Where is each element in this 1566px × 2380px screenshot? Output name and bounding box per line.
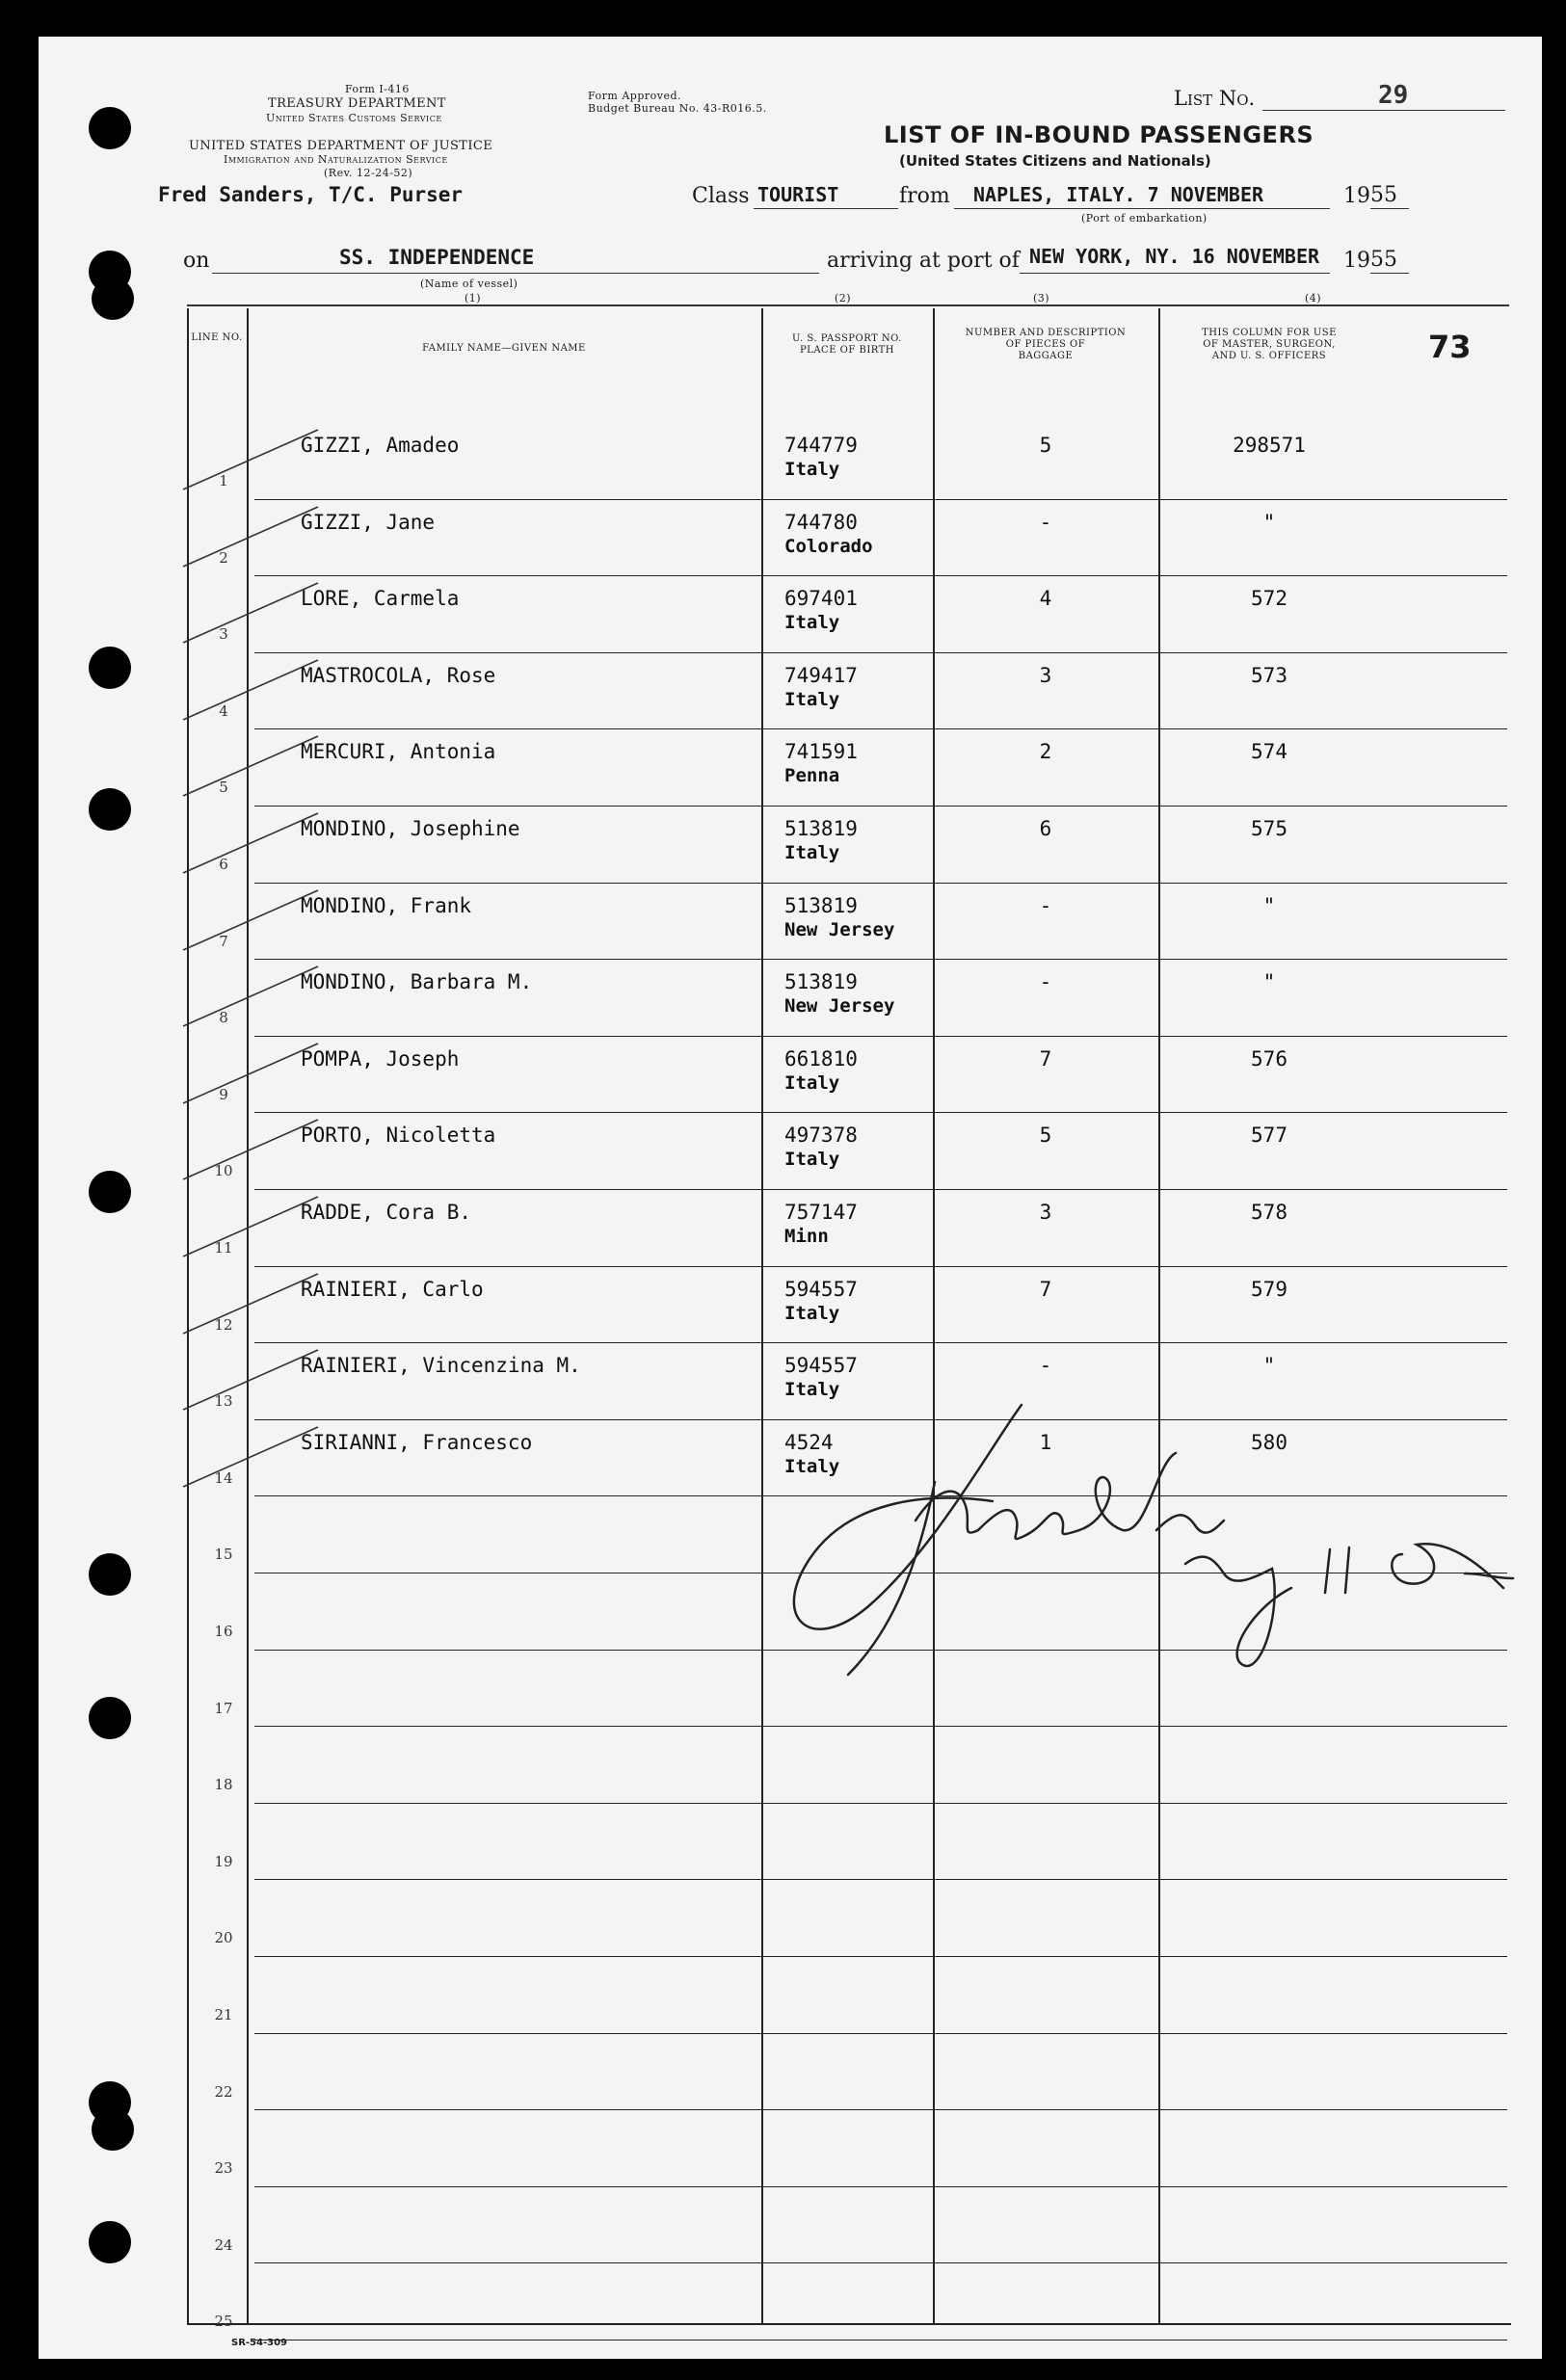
officer-signature [771, 1386, 1523, 1704]
place-of-birth: Italy [784, 1071, 840, 1094]
officer-note: " [1262, 1354, 1276, 1378]
passport-number: 513819 [784, 817, 858, 840]
place-of-birth: Italy [784, 842, 840, 863]
passport-number: 594557 [784, 1354, 858, 1378]
line-number: 25 [214, 2313, 233, 2331]
customs-service: United States Customs Service [266, 112, 442, 124]
line-number: 11 [214, 1239, 233, 1256]
passport-number: 513819 [784, 970, 858, 994]
passenger-name: RAINIERI, Carlo [301, 1277, 484, 1301]
officer-note: " [1262, 970, 1276, 994]
line-number: 16 [214, 1623, 233, 1640]
manifest-page [39, 37, 1542, 2359]
treasury-dept: TREASURY DEPARTMENT [268, 96, 446, 111]
col4-num: (4) [1305, 292, 1322, 304]
punch-hole [89, 2221, 131, 2263]
row-rule [254, 1112, 1507, 1113]
officer-note: 298571 [1233, 434, 1306, 457]
class-label: Class [692, 184, 750, 208]
form-subtitle: (United States Citizens and Nationals) [899, 152, 1211, 170]
baggage-count: 3 [1039, 663, 1052, 687]
line-number: 3 [219, 625, 228, 644]
from-year: 55 [1370, 183, 1397, 207]
place-of-birth: Italy [784, 1149, 840, 1171]
row-rule [254, 575, 1507, 576]
line-number: 6 [219, 856, 228, 873]
place-of-birth: New Jersey [784, 995, 895, 1018]
vessel-note: (Name of vessel) [420, 278, 518, 290]
arrive-year: 55 [1370, 248, 1397, 272]
arrive-year-prefix: 19 [1343, 249, 1370, 273]
arriving-value: NEW YORK, NY. 16 NOVEMBER [1029, 245, 1320, 268]
place-of-birth: Italy [784, 1302, 840, 1324]
line-number: 10 [214, 1162, 233, 1180]
punch-hole [89, 1553, 131, 1596]
col3-num: (3) [1033, 292, 1050, 304]
from-year-prefix: 19 [1343, 184, 1370, 208]
baggage-count: 1 [1039, 1430, 1052, 1454]
line-number: 20 [214, 1929, 233, 1947]
passport-number: 594557 [784, 1277, 858, 1301]
baggage-count: - [1039, 510, 1052, 534]
punch-hole [89, 1171, 131, 1213]
place-of-birth: Colorado [784, 535, 873, 557]
baggage-count: 2 [1039, 740, 1052, 764]
row-rule [254, 1036, 1507, 1037]
form-number: Form I-416 [345, 83, 410, 95]
place-of-birth: Minn [784, 1226, 829, 1247]
passenger-name: POMPA, Joseph [301, 1046, 460, 1071]
row-rule [254, 806, 1507, 807]
line-number: 9 [219, 1085, 228, 1103]
place-of-birth: Italy [784, 1379, 840, 1401]
punch-hole [89, 107, 131, 149]
line-number: 22 [214, 2082, 233, 2101]
passport-number: 749417 [784, 663, 858, 687]
punch-hole [92, 278, 134, 320]
line-number: 15 [214, 1546, 233, 1564]
line-number: 4 [219, 701, 228, 720]
port-embark-note: (Port of embarkation) [1081, 212, 1208, 225]
officer-note: 572 [1251, 587, 1287, 611]
row-rule [254, 1956, 1507, 1957]
line-number: 24 [214, 2235, 233, 2254]
row-rule [254, 499, 1507, 500]
baggage-count: - [1039, 1354, 1052, 1378]
arriving-label: arriving at port of [827, 249, 1020, 273]
punch-hole [89, 647, 131, 689]
line-number: 13 [214, 1392, 233, 1411]
form-title: LIST OF IN-BOUND PASSENGERS [884, 121, 1314, 148]
baggage-count: 7 [1039, 1277, 1052, 1301]
officer-note: " [1262, 893, 1276, 917]
passport-number: 741591 [784, 740, 858, 764]
passport-number: 661810 [784, 1046, 858, 1071]
passenger-name: GIZZI, Jane [301, 510, 436, 534]
line-number: 18 [214, 1776, 233, 1794]
officer-note: 573 [1251, 663, 1287, 687]
col-baggage: NUMBER AND DESCRIPTION OF PIECES OF BAGGAGE [965, 328, 1127, 361]
row-rule [254, 728, 1507, 729]
row-rule [254, 1726, 1507, 1727]
row-rule [254, 2186, 1507, 2187]
baggage-count: 4 [1039, 587, 1052, 611]
line-number: 19 [214, 1852, 233, 1870]
row-rule [254, 2033, 1507, 2034]
passenger-name: PORTO, Nicoletta [301, 1124, 496, 1148]
col1-num: (1) [464, 292, 482, 304]
row-rule [254, 959, 1507, 960]
officer-note: 574 [1251, 740, 1287, 764]
passenger-name: RAINIERI, Vincenzina M. [301, 1354, 581, 1378]
page-number: 73 [1428, 329, 1472, 365]
row-rule [254, 1879, 1507, 1880]
line-number: 1 [219, 472, 228, 489]
punch-hole [92, 2108, 134, 2151]
justice-dept: UNITED STATES DEPARTMENT OF JUSTICE [189, 139, 493, 153]
passport-number: 757147 [784, 1201, 858, 1224]
row-rule [254, 1342, 1507, 1343]
passport-number: 744779 [784, 434, 858, 457]
row-rule [254, 1189, 1507, 1190]
purser: Fred Sanders, T/C. Purser [158, 183, 464, 206]
line-number: 2 [219, 548, 228, 567]
baggage-count: 7 [1039, 1046, 1052, 1071]
baggage-count: - [1039, 893, 1052, 917]
row-rule [254, 2109, 1507, 2110]
from-value: NAPLES, ITALY. 7 NOVEMBER [973, 183, 1264, 206]
place-of-birth: Penna [784, 765, 840, 787]
line-number: 14 [214, 1468, 233, 1487]
ins-service: Immigration and Naturalization Service [224, 153, 448, 166]
on-label: on [183, 249, 210, 273]
baggage-count: 5 [1039, 434, 1052, 457]
row-rule [254, 1266, 1507, 1267]
place-of-birth: Italy [784, 459, 840, 480]
place-of-birth: Italy [784, 688, 840, 710]
officer-note: 578 [1251, 1201, 1287, 1224]
passport-number: 513819 [784, 893, 858, 917]
line-number: 17 [214, 1699, 233, 1717]
officer-note: 577 [1251, 1124, 1287, 1148]
row-rule [254, 883, 1507, 884]
passenger-name: RADDE, Cora B. [301, 1201, 472, 1224]
col-officers: THIS COLUMN FOR USE OF MASTER, SURGEON, AND U. S. OFFICERS [1202, 328, 1337, 361]
passenger-name: MERCURI, Antonia [301, 740, 496, 764]
row-rule [254, 652, 1507, 653]
row-rule [254, 2262, 1507, 2263]
vessel-name: SS. INDEPENDENCE [339, 246, 535, 269]
place-of-birth: New Jersey [784, 918, 895, 940]
line-number: 12 [214, 1315, 233, 1334]
footer-code: SR-54-309 [231, 2338, 287, 2348]
line-number: 5 [219, 779, 228, 797]
passport-number: 4524 [784, 1430, 834, 1454]
passenger-name: GIZZI, Amadeo [301, 434, 460, 457]
passenger-name: MONDINO, Josephine [301, 817, 520, 840]
line-number: 8 [219, 1009, 228, 1027]
baggage-count: 3 [1039, 1201, 1052, 1224]
budget-bureau: Budget Bureau No. 43-R016.5. [588, 102, 767, 115]
col-passport: U. S. PASSPORT NO. PLACE OF BIRTH [792, 333, 902, 356]
officer-note: 576 [1251, 1046, 1287, 1071]
line-number: 7 [219, 932, 228, 950]
passenger-name: MONDINO, Barbara M. [301, 970, 533, 994]
form-approved: Form Approved. [588, 90, 682, 102]
place-of-birth: Italy [784, 1455, 840, 1477]
officer-note: 575 [1251, 817, 1287, 840]
baggage-count: 6 [1039, 817, 1052, 840]
place-of-birth: Italy [784, 612, 840, 634]
col-line-no: LINE NO. [191, 332, 243, 343]
punch-hole [89, 788, 131, 831]
from-label: from [899, 184, 950, 208]
baggage-count: 5 [1039, 1124, 1052, 1148]
passenger-name: MONDINO, Frank [301, 893, 472, 917]
class-value: TOURIST [757, 183, 839, 206]
col2-num: (2) [835, 292, 852, 304]
line-number: 23 [214, 2159, 233, 2178]
list-no-value: 29 [1378, 81, 1409, 110]
officer-note: 579 [1251, 1277, 1287, 1301]
baggage-count: - [1039, 970, 1052, 994]
officer-note: " [1262, 510, 1276, 534]
passenger-name: LORE, Carmela [301, 587, 460, 611]
officer-note: 580 [1251, 1430, 1287, 1454]
passport-number: 744780 [784, 510, 858, 534]
line-number: 21 [214, 2006, 233, 2023]
row-rule [254, 1803, 1507, 1804]
passenger-name: MASTROCOLA, Rose [301, 663, 496, 687]
passport-number: 497378 [784, 1124, 858, 1148]
passport-number: 697401 [784, 587, 858, 611]
revision: (Rev. 12-24-52) [324, 167, 413, 179]
col-name: FAMILY NAME—GIVEN NAME [422, 343, 586, 354]
passenger-name: SIRIANNI, Francesco [301, 1430, 533, 1454]
punch-hole [89, 1697, 131, 1739]
list-no-label: List No. [1174, 87, 1256, 110]
